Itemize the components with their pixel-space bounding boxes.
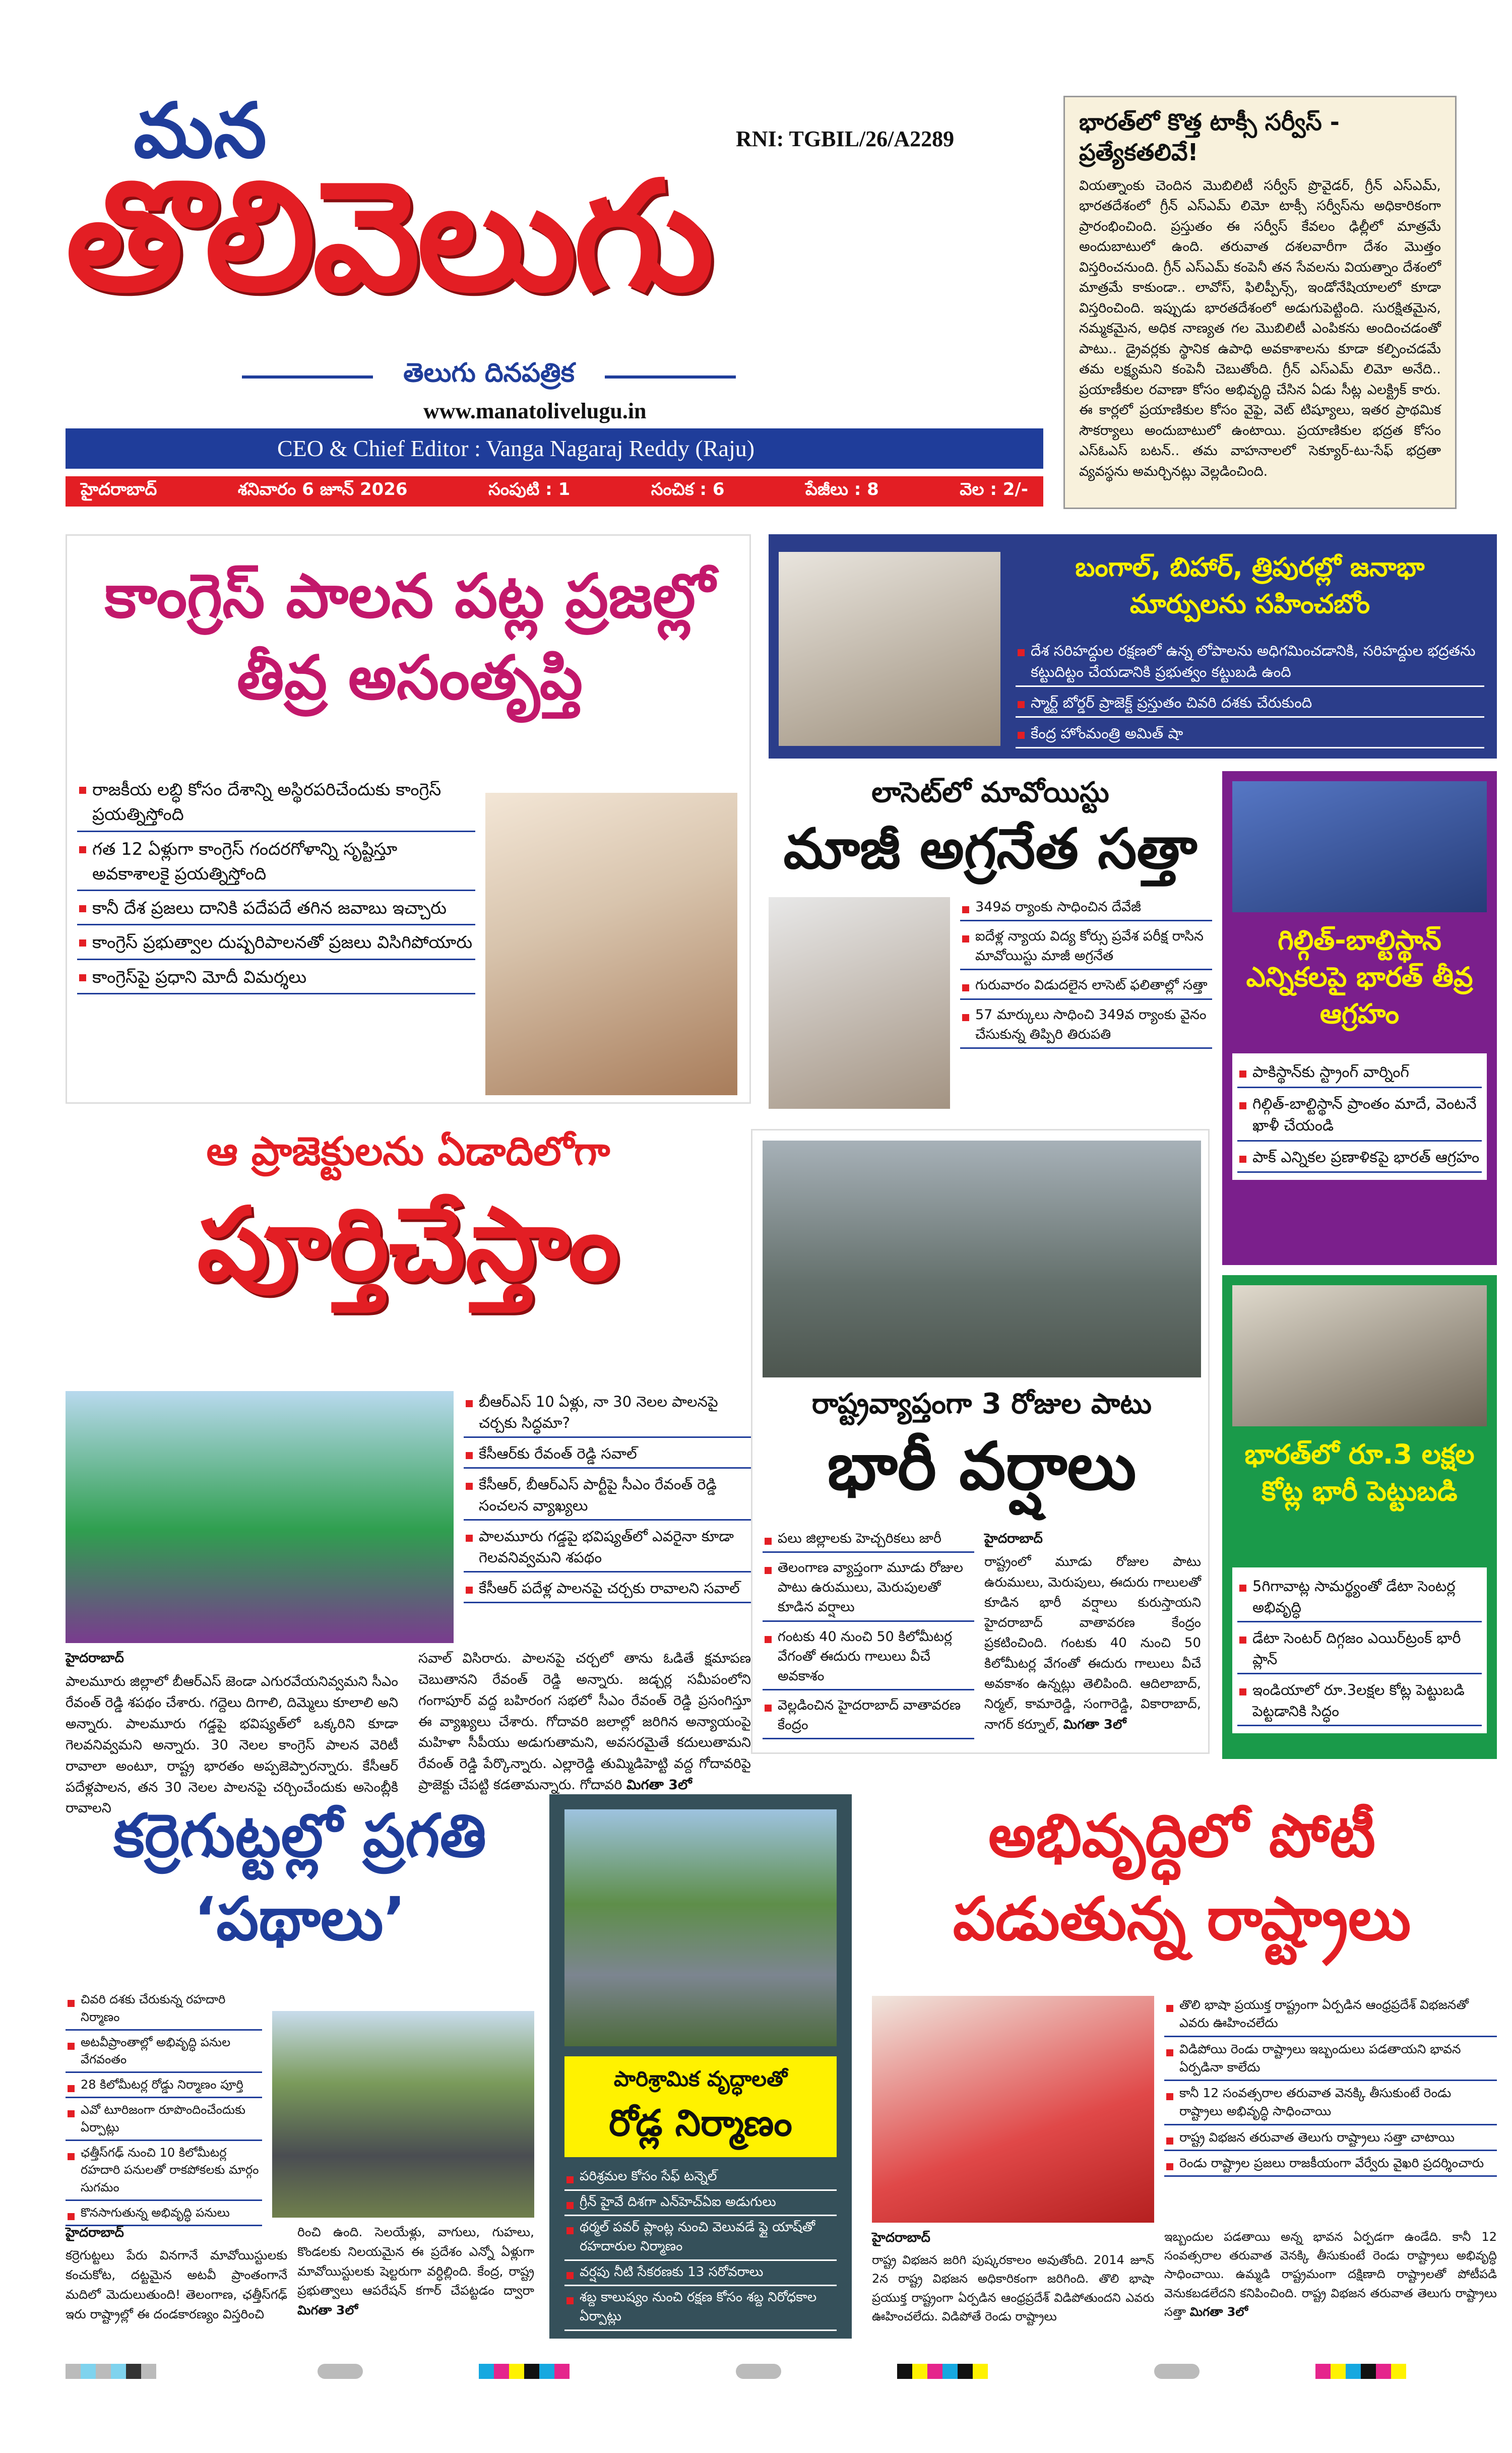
list-item: తెలంగాణ వ్యాప్తంగా మూడు రోజుల పాటు ఉరుములు, మెరుపులతో కూడిన వర్షాలు (763, 1558, 974, 1621)
list-item: కేసీఆర్, బీఆర్ఎస్ పార్టీపై సీఎం రేవంత్ రెడ్డి సంచలన వ్యాఖ్యలు (464, 1474, 751, 1521)
projects-body1: పాలమూరు జిల్లాలో బీఆర్ఎస్ జెండా ఎగురవేయనివ్వమని సీఎం రేవంత్ రెడ్డి శపథం చేశారు. గద్దెలు దిగాలి, దిమ్మెలు కూలాలి అని అన్నారు. పాలమూరు గడ్డపై భవిష్యత్‌లో ఒక్కరిని కూడా గెలవనివ్వమని అన్నారు. 30 నెలల కాంగ్రెస్ పాలన వెరిటీ రావాలా అంటూ, రాష్ట్ర భారతం అప్పజెప్పారన్నారు. కేసీఆర్ పదేళ్లపాలన, తన 30 నెలల పాలనపై చర్చించేందుకు అసెంబ్లీకి రావాలని (66, 1674, 398, 1816)
registration-pill (318, 2364, 363, 2379)
list-item: 28 కిలోమీటర్ల రోడ్డు నిర్మాణం పూర్తి (66, 2076, 262, 2098)
list-item: శబ్ద కాలుష్యం నుంచి రక్షణ కోసం శబ్ద నిరోధకాల ఏర్పాట్లు (564, 2288, 837, 2331)
projects-bullets (464, 1391, 751, 1608)
list-item: ఎవో టూరిజంగా రూపొందించేందుకు ఏర్పాట్లు (66, 2101, 262, 2141)
congress-story (66, 534, 751, 1104)
projects-body-col2 (418, 1648, 751, 1796)
rain-more[interactable]: మిగతా 3లో (1063, 1717, 1126, 1732)
list-item: పాక్ ఎన్నికల ప్రణాళికపై భారత్ ఆగ్రహం (1237, 1147, 1482, 1173)
rain-body-col (984, 1529, 1201, 1735)
gilgit-headline: గిల్గిత్-బాల్టిస్థాన్ ఎన్నికలపై భారత్ తీవ్ర ఆగ్రహం (1246, 924, 1473, 1030)
bengal-bullets (1016, 640, 1484, 753)
road-photo (272, 2011, 534, 2218)
list-item: కేసీఆర్ పదేళ్ల పాలనపై చర్చకు రావాలని సవాల్ (464, 1578, 751, 1603)
list-item: గత 12 ఏళ్లుగా కాంగ్రెస్ గందరగోళాన్ని సృష్టిస్తూ అవకాశాలకై ప్రయత్నిస్తోంది (77, 837, 475, 892)
roads-bullets (564, 2167, 837, 2333)
states-bullets (1164, 1996, 1497, 2180)
website-link[interactable]: www.manatolivelugu.in (423, 399, 647, 423)
list-item: తొలి భాషా ప్రయుక్త రాష్ట్రంగా ఏర్పడిన ఆంధ్రప్రదేశ్ విభజనతో ఎవరు ఊహించలేదు (1164, 1996, 1497, 2037)
rain-body: రాష్ట్రంలో మూడు రోజుల పాటు ఉరుములు, మెరుపులు, ఈదురు గాలులతో కూడిన భారీ వర్షాలు కురుస్తాయని హైదరాబాద్ వాతావరణ కేంద్రం ప్రకటించింది. గంటకు 40 నుంచి 50 కిలోమీటర్ల వేగంతో ఈదురు గాలులు వీచే అవకాశం ఉన్నట్లు తెలిపింది. ఆదిలాబాద్, నిర్మల్, కామారెడ్డి, సంగారెడ్డి, వికారాబాద్, నాగర్ కర్నూల్, (984, 1554, 1201, 1732)
color-registration-right (1315, 2364, 1406, 2379)
maoist-headline: మాజీ అగ్రనేత సత్తా (783, 816, 1198, 881)
gilgit-story (1222, 771, 1497, 1265)
list-item: గిల్గిత్-బాల్టిస్థాన్ ప్రాంతం మాదే, వెంటనే ఖాళీ చేయండి (1237, 1093, 1482, 1142)
list-item: రెండు రాష్ట్రాల ప్రజలు రాజకీయంగా వేర్వేరు వైఖరి ప్రదర్శించారు (1164, 2154, 1497, 2177)
dateline-price: వెల : 2/- (960, 479, 1028, 499)
date-bar (66, 476, 1043, 507)
list-item: పాలమూరు గడ్డపై భవిష్యత్‌లో ఎవరైనా కూడా గెలవనివ్వమని శపథం (464, 1526, 751, 1573)
roads-story (549, 1794, 852, 2339)
registration-pill (736, 2364, 781, 2379)
list-item: బీఆర్ఎస్ 10 ఏళ్లు, నా 30 నెలల పాలనపై చర్చకు సిద్ధమా? (464, 1391, 751, 1438)
list-item: పరిశ్రమల కోసం సేఫ్ టన్నెల్ (564, 2167, 837, 2191)
karregutta-body-col2 (297, 2223, 534, 2320)
karregutta-bullets (66, 1991, 262, 2229)
masthead-title: తొలివెలుగు (66, 149, 711, 325)
taxi-article (1063, 96, 1457, 509)
maoist-bullets (960, 897, 1212, 1054)
list-item: వెల్లడించిన హైదరాబాద్ వాతావరణ కేంద్రం (763, 1695, 974, 1739)
subtitle-text: తెలుగు దినపత్రిక (403, 358, 575, 388)
invest-headline: భారత్‌లో రూ.3 లక్షల కోట్ల భారీ పెట్టుబడి (1244, 1438, 1475, 1507)
dateline-city: హైదరాబాద్ (81, 479, 157, 499)
states-body-col1 (872, 2228, 1154, 2326)
states-dateline: హైదరాబాద్ (872, 2230, 930, 2245)
maoist-kicker: లాసెట్‌లో మావోయిస్టు (871, 776, 1109, 809)
list-item: గంటకు 40 నుంచి 50 కిలోమీటర్ల వేగంతో ఈదురు గాలులు వీచే అవకాశం (763, 1627, 974, 1690)
list-item: రాజకీయ లబ్ధి కోసం దేశాన్ని అస్థిరపరిచేందుకు కాంగ్రెస్ ప్రయత్నిస్తోంది (77, 778, 475, 832)
dateline-issue: సంచిక : 6 (651, 479, 725, 499)
dateline-date: శనివారం 6 జూన్ 2026 (237, 479, 408, 499)
revanth-photo (66, 1391, 454, 1643)
invest-story (1222, 1275, 1497, 1759)
projects-headline: పూర్తిచేస్తాం (197, 1186, 619, 1303)
roads-kicker: పారిశ్రామిక వృద్ధాలతో (613, 2066, 788, 2091)
rain-photo (763, 1141, 1201, 1377)
list-item: అటవీప్రాంతాల్లో అభివృద్ధి పనుల వేగవంతం (66, 2034, 262, 2073)
list-item: కాంగ్రెస్‌పై ప్రధాని మోదీ విమర్శలు (77, 965, 475, 994)
dateline-pages: పేజీలు : 8 (805, 479, 879, 499)
gilgit-photo (1232, 781, 1487, 912)
rain-headline: భారీ వర్షాలు (827, 1428, 1137, 1504)
states-headline: అభివృద్ధిలో పోటీ పడుతున్న రాష్ట్రాలు (953, 1801, 1411, 1954)
list-item: కేసీఆర్‌కు రేవంత్ రెడ్డి సవాల్ (464, 1443, 751, 1469)
projects-body2: సవాల్ విసిరారు. పాలనపై చర్చలో తాను ఓడితే క్షమాపణ చెబుతానని రేవంత్ రెడ్డి అన్నారు. జడ్చర్ల సమీపంలోని గంగాపూర్ వద్ద బహిరంగ సభలో సీఎం రేవంత్ రెడ్డి ప్రసంగిస్తూ ఈ వ్యాఖ్యలు చేశారు. గోదావరి జలాల్లో జరిగిన అన్యాయంపై మహిళా సీపీయు అడుగుతామని, అవసరమైతే కదులుతామని రేవంత్ రెడ్డి పేర్కొన్నారు. ఎల్లారెడ్డి తుమ్మిడిహెట్టి వద్ద గోదావరిపై ప్రాజెక్టు చేపట్టి కడతామన్నారు. గోదావరి (418, 1651, 751, 1793)
karregutta-dateline: హైదరాబాద్ (66, 2225, 124, 2240)
karregutta-body1: కర్రెగుట్టలు పేరు వినగానే మావోయిస్టులకు కంచుకోట, దట్టమైన అటవీ ప్రాంతంగానే మదిలో మెదులుతుంది! తెలంగాణ, ఛత్తీస్‌గఢ్ ఇరు రాష్ట్రాల్లో ఈ దండకారణ్యం విస్తరించి (66, 2248, 287, 2321)
projects-story (66, 1129, 751, 1816)
karregutta-body-col1 (66, 2223, 287, 2324)
invest-photo (1232, 1285, 1487, 1426)
rain-kicker: రాష్ట్రవ్యాప్తంగా 3 రోజుల పాటు (811, 1388, 1152, 1420)
dateline-volume: సంపుటి : 1 (488, 479, 571, 499)
states-body1: రాష్ట్ర విభజన జరిగి పుష్కరకాలం అవుతోంది. 2014 జూన్ 2న రాష్ట్ర విభజన అధికారికంగా జరిగింది. తొలి భాషా ప్రయుక్త రాష్ట్రంగా ఏర్పడిన ఆంధ్రప్రదేశ్ విడిపోతుందని ఎవరు ఊహించలేదు. విడిపోతే రెండు రాష్ట్రాలు (872, 2253, 1154, 2323)
list-item: గ్రీన్ హైవే దిశగా ఎన్‌హెచ్ఏఐ అడుగులు (564, 2193, 837, 2217)
list-item: డేటా సెంటర్ దిగ్గజం ఎయిర్‌ట్రంక్ భారీ ప్లాన్ (1237, 1627, 1482, 1674)
list-item: ఐదేళ్ల న్యాయ విద్య కోర్సు ప్రవేశ పరీక్ష రాసిన మావోయిస్టు మాజీ అగ్రనేత (960, 926, 1212, 970)
list-item: పలు జిల్లాలకు హెచ్చరికలు జారీ (763, 1529, 974, 1553)
list-item: కానీ 12 సంవత్సరాల తరువాత వెనక్కి తీసుకుంటే రెండు రాష్ట్రాలు అభివృద్ధి సాధించాయి (1164, 2084, 1497, 2125)
projects-more[interactable]: మిగతా 3లో (626, 1777, 692, 1793)
amit-shah-photo (779, 552, 1000, 746)
rain-story (751, 1129, 1210, 1754)
states-body-col2 (1164, 2228, 1497, 2321)
states-more[interactable]: మిగతా 3లో (1189, 2304, 1248, 2319)
list-item: థర్మల్ పవర్ ప్లాంట్ల నుంచి వెలువడే ఫ్లై యాష్‌తో రహదారుల నిర్మాణం (564, 2218, 837, 2260)
modi-photo (485, 793, 737, 1095)
rain-bullets (763, 1529, 974, 1744)
telugu-states-map (872, 1996, 1154, 2223)
projects-body-col1 (66, 1648, 398, 1819)
masthead-subtitle (242, 358, 736, 393)
list-item: గురువారం విడుదలైన లాసెట్ ఫలితాల్లో సత్తా (960, 975, 1212, 999)
karregutta-headline: కర్రెగుట్టల్లో ప్రగతి ‘పథాలు’ (113, 1801, 486, 1954)
rain-dateline: హైదరాబాద్ (984, 1531, 1043, 1546)
list-item: స్మార్ట్ బోర్డర్ ప్రాజెక్ట్ ప్రస్తుతం చివరి దశకు చేరుకుంది (1016, 692, 1484, 718)
highway-photo (564, 1809, 837, 2046)
karregutta-more[interactable]: మిగతా 3లో (297, 2303, 358, 2317)
list-item: 57 మార్కులు సాధించి 349వ ర్యాంకు వైనం చేసుకున్న తిప్పిరి తిరుపతి (960, 1005, 1212, 1049)
color-registration-mid-left (479, 2364, 570, 2379)
editor-bar: CEO & Chief Editor : Vanga Nagaraj Reddy (Raju) (66, 428, 1043, 469)
projects-kicker: ఆ ప్రాజెక్టులను ఏడాదిలోగా (206, 1129, 610, 1174)
karregutta-story (66, 1794, 534, 2339)
color-registration-left (66, 2364, 156, 2379)
list-item: వర్షపు నీటి సేకరణకు 13 సరోవరాలు (564, 2263, 837, 2287)
list-item: దేశ సరిహద్దుల రక్షణలో ఉన్న లోపాలను అధిగమించడానికి, సరిహద్దుల భద్రతను కట్టుదిట్టం చేయడానికి ప్రభుత్వం కట్టుబడి ఉంది (1016, 640, 1484, 687)
masthead-mana: మన (134, 87, 267, 175)
taxi-body: వియత్నాంకు చెందిన మొబిలిటీ సర్వీస్ ప్రొవైడర్, గ్రీన్ ఎస్ఎమ్, భారతదేశంలో గ్రీన్ ఎస్ఎమ్ లిమో టాక్సీ సర్వీస్‌ను అధికారికంగా ప్రారంభించింది. ప్రస్తుతం ఈ సర్వీస్ కేవలం ఢిల్లీలో మాత్రమే అందుబాటులో ఉంది. తరువాత దశలవారీగా దేశం మొత్తం విస్తరించనుంది. గ్రీన్ ఎస్ఎమ్ కంపెనీ తన సేవలను వియత్నాం దేశంలో మాత్రమే కాకుండా.. లావోస్, ఫిలిప్పీన్స్, ఇండోనేషియాలలో కూడా విస్తరించింది. ఇప్పుడు భారతదేశంలో అడుగుపెట్టింది. సురక్షితమైన, నమ్మకమైన, అధిక నాణ్యత గల మొబిలిటీ ఎంపికను అందించడంతో పాటు.. డ్రైవర్లకు స్థానిక ఉపాధి అవకాశాలను కూడా కల్పించడమే తమ లక్ష్యమని కంపెనీ చెబుతోంది. గ్రీన్ ఎస్ఎమ్ లిమో అనేది.. ప్రయాణీకుల రవాణా కోసం అభివృద్ధి చేసిన ఏడు సీట్ల ఎలక్ట్రిక్ కారు. ఈ కార్లలో ప్రయాణికుల కోసం వైఫై, వెట్ టిష్యూలు, ఇతర ప్రాథమిక సౌకర్యాలు అందుబాటులో ఉంటాయి. ప్రయాణికుల భద్రత కోసం ఎస్ఓఎస్ బటన్.. తమ వాహనాలలో సెక్యూర్-టు-సేఫ్ భద్రతా వ్యవస్థను అమర్చినట్లు వెల్లడించింది. (1079, 177, 1441, 479)
list-item: ఛత్తీస్‌గఢ్ నుంచి 10 కిలోమీటర్ల రహదారి పనులతో రాకపోకలకు మార్గం సుగమం (66, 2144, 262, 2201)
list-item: రాష్ట్ర విభజన తరువాత తెలుగు రాష్ట్రాలు సత్తా చాటాయి (1164, 2128, 1497, 2151)
roads-headline-box (564, 2056, 837, 2157)
list-item: చివరి దశకు చేరుకున్న రహదారి నిర్మాణం (66, 1991, 262, 2031)
list-item: ఇండియాలో రూ.3లక్షల కోట్ల పెట్టుబడి పెట్టడానికి సిద్ధం (1237, 1679, 1482, 1726)
rni-number: RNI: TGBIL/26/A2289 (736, 127, 955, 151)
karregutta-body2: రించి ఉంది. సెలయేళ్లు, వాగులు, గుహలు, కొండలకు నిలయమైన ఈ ప్రదేశం ఎన్నో ఏళ్లుగా మావోయిస్టులకు షెల్టరుగా వర్ధిల్లింది. కేంద్ర, రాష్ట్ర ప్రభుత్వాలు ఆపరేషన్ కగార్ చేపట్టడం ద్వారా (297, 2225, 534, 2298)
list-item: 5గిగావాట్ల సామర్థ్యంతో డేటా సెంటర్ల అభివృద్ధి (1237, 1576, 1482, 1622)
list-item: కాంగ్రెస్ ప్రభుత్వాల దుష్పరిపాలనతో ప్రజలు విసిగిపోయారు (77, 930, 475, 960)
states-body2: ఇబ్బందుల పడతాయి అన్న భావన ఏర్పడగా ఉండేది. కానీ 12 సంవత్సరాల తరువాత వెనక్కి తీసుకుంటే రెండు రాష్ట్రాలు అభివృద్ధి సాధించాయి. ఉమ్మడి రాష్ట్రమంగా దక్షిణాది రాష్ట్రాలతో పోటీపడి వెనుకబడలేదని కనిపించింది. రాష్ట్ర విభజన తరువాత తెలుగు రాష్ట్రాలు సత్తా (1164, 2230, 1497, 2319)
list-item: పాకిస్థాన్‌కు స్ట్రాంగ్ వార్నింగ్ (1237, 1061, 1482, 1088)
bengal-headline: బంగాల్, బిహార్, త్రిపురల్లో జనాభా మార్పులను సహించబోం (1075, 552, 1425, 619)
list-item: కొనసాగుతున్న అభివృద్ధి పనులు (66, 2204, 262, 2226)
maoist-photo (769, 897, 950, 1109)
congress-bullets (77, 778, 475, 999)
maoist-story (769, 771, 1212, 1124)
list-item: కానీ దేశ ప్రజలు దానికి పదేపదే తగిన జవాబు ఇచ్చారు (77, 896, 475, 925)
list-item: కేంద్ర హోంమంత్రి అమిత్ షా (1016, 723, 1484, 748)
states-story (867, 1794, 1497, 2339)
congress-headline: కాంగ్రెస్ పాలన పట్ల ప్రజల్లో తీవ్ర అసంతృప్తి (104, 561, 715, 713)
invest-bullets (1232, 1567, 1487, 1733)
taxi-headline: భారత్‌లో కొత్త టాక్సీ సర్వీస్ - ప్రత్యేకతలివే! (1079, 108, 1340, 166)
bengal-story (769, 534, 1497, 759)
list-item: 349వ ర్యాంకు సాధించిన దేవేజీ (960, 897, 1212, 921)
color-registration-mid-right (897, 2364, 988, 2379)
roads-headline: రోడ్ల నిర్మాణం (609, 2102, 792, 2144)
list-item: విడిపోయి రెండు రాష్ట్రాలు ఇబ్బందులు పడతాయని భావన ఏర్పడినా కాలేదు (1164, 2040, 1497, 2082)
gilgit-bullets (1232, 1053, 1487, 1180)
registration-pill (1154, 2364, 1200, 2379)
projects-dateline: హైదరాబాద్ (66, 1651, 124, 1666)
